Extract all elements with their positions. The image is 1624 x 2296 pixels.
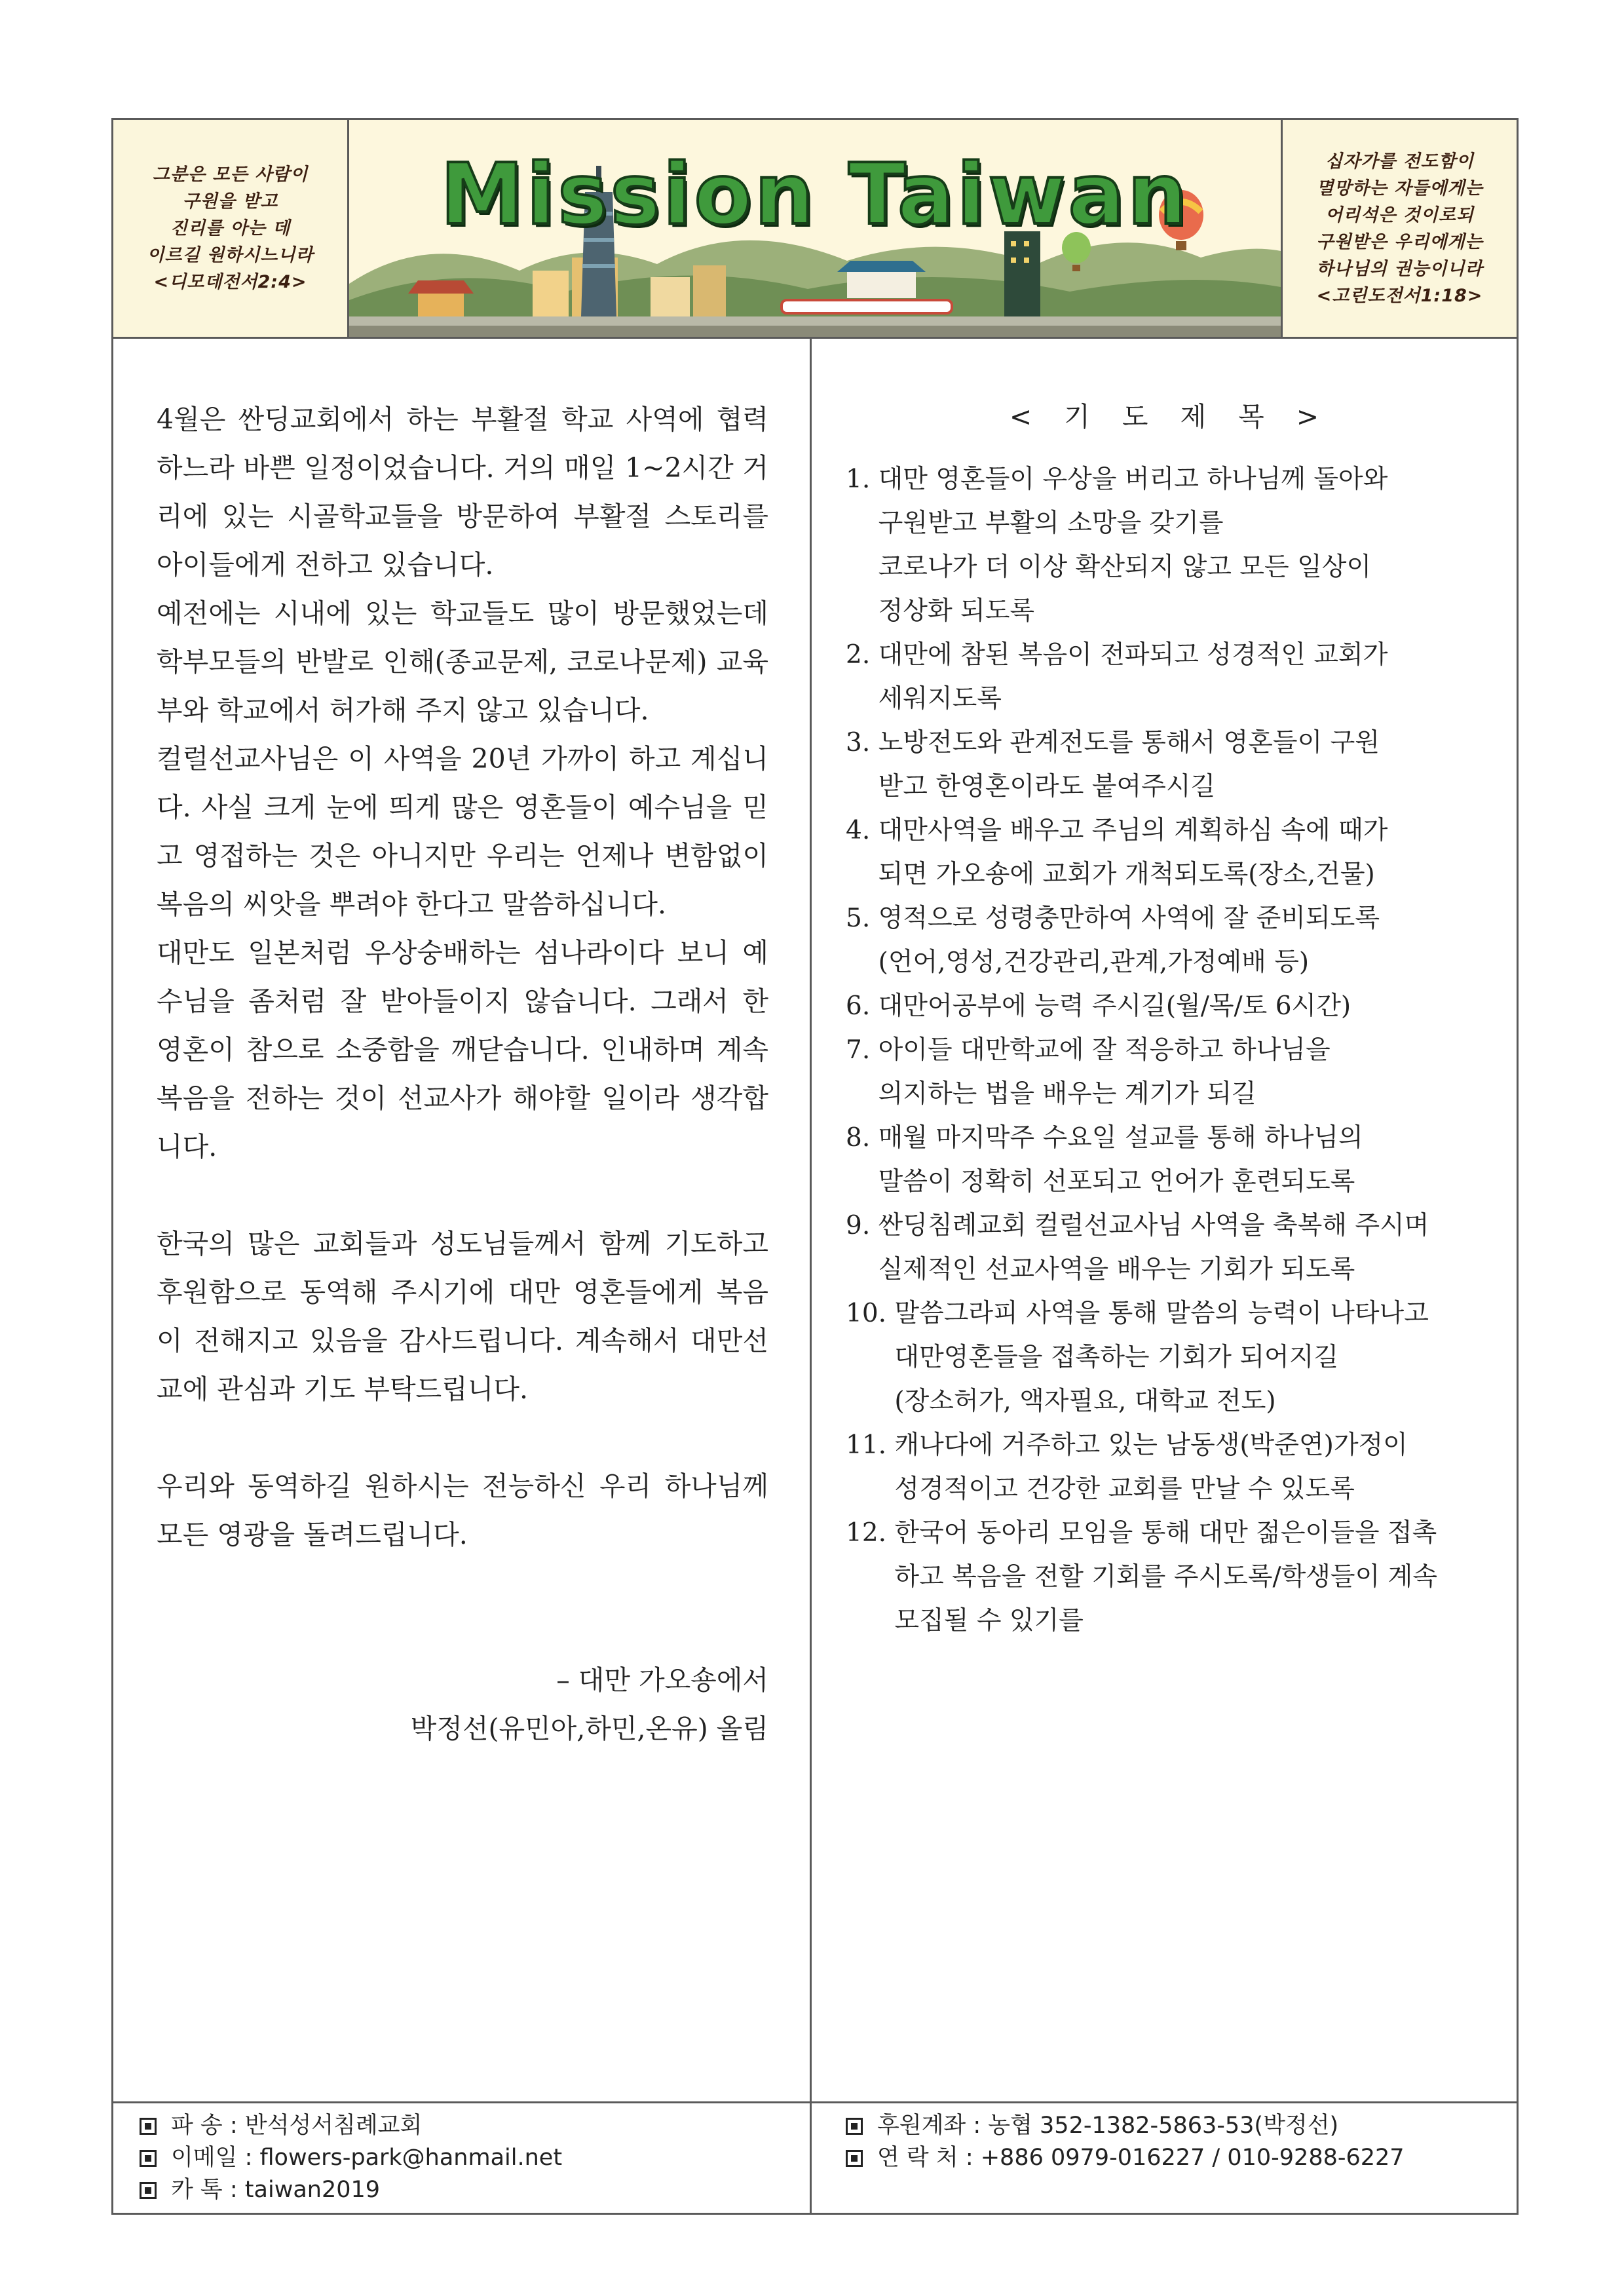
prayer-line: 모집될 수 있기를: [894, 1606, 1084, 1636]
prayer-item: [846, 896, 1494, 984]
prayer-line: 코로나가 더 이상 확산되지 않고 모든 일상이: [878, 552, 1372, 582]
prayer-line: 되면 가오숑에 교회가 개척되도록(장소,건물): [878, 860, 1375, 889]
footer-row-account: 후원계좌 : 농협 352-1382-5863-53(박정선): [846, 2110, 1405, 2142]
letter-paragraph: 컬럴선교사님은 이 사역을 20년 가까이 하고 계십니다. 사실 크게 눈에 띄게 많은 영혼들이 예수님을 믿고 영접하는 것은 아니지만 우리는 언제나 변함없이 복음의 씨앗을 뿌려야 한다고 말씀하십니다.: [157, 743, 768, 920]
footer-contact-right: [846, 2110, 1405, 2174]
column-divider: [810, 339, 812, 2105]
prayer-line: 하고 복음을 전할 기회를 주시도록/학생들이 계속: [894, 1562, 1438, 1592]
prayer-number: 12.: [846, 1518, 895, 1548]
prayer-line: 구원받고 부활의 소망을 갖기를: [878, 508, 1224, 538]
prayer-item: [846, 809, 1494, 896]
prayer-line: 싼딩침례교회 컬럴선교사님 사역을 축복해 주시며: [878, 1211, 1429, 1240]
prayer-line: 성경적이고 건강한 교회를 만날 수 있도록: [894, 1474, 1355, 1504]
prayer-line: (장소허가, 액자필요, 대학교 전도): [894, 1387, 1276, 1416]
left-verse: [147, 161, 313, 296]
footer-row-kakao: 카 톡 : taiwan2019: [140, 2174, 562, 2206]
letter-body: [157, 395, 768, 1753]
footer-label: 이메일: [171, 2145, 238, 2171]
right-verse-box: [1281, 120, 1517, 337]
prayer-number: 2.: [846, 640, 878, 670]
verse-line: 구원받은 우리에게는: [1316, 231, 1483, 252]
prayer-item: [846, 457, 1494, 633]
verse-line: 진리를 아는 데: [170, 218, 291, 239]
prayer-item: [846, 1511, 1494, 1643]
footer-row-mission: 파 송 : 반석성서침례교회: [140, 2110, 562, 2142]
letter-paragraph: 대만도 일본처럼 우상숭배하는 섬나라이다 보니 예수님을 좀처럼 잘 받아들이지 않습니다. 그래서 한 영혼이 참으로 소중함을 깨닫습니다. 인내하며 계속 복음을 전하는 것이 선교사가 해야할 일이라 생각합니다.: [157, 937, 768, 1162]
prayer-item: [846, 1116, 1494, 1204]
footer-label: 연 락 처: [877, 2145, 958, 2171]
prayer-line: 대만에 참된 복음이 전파되고 성경적인 교회가: [878, 640, 1388, 670]
footer: [113, 2101, 1517, 2213]
prayer-number: 1.: [846, 465, 878, 494]
prayer-number: 10.: [846, 1299, 895, 1328]
verse-line: 하나님의 권능이니라: [1316, 258, 1483, 279]
prayer-number: 7.: [846, 1035, 878, 1065]
letter-paragraph: 예전에는 시내에 있는 학교들도 많이 방문했었는데 학부모들의 반발로 인해(종교문제, 코로나문제) 교육부와 학교에서 허가해 주지 않고 있습니다.: [157, 598, 768, 726]
prayer-title: < 기 도 제 목 >: [1009, 401, 1331, 432]
footer-label: 후원계좌: [877, 2113, 966, 2139]
prayer-line: (언어,영성,건강관리,관계,가정예배 등): [878, 947, 1310, 977]
prayer-number: 4.: [846, 816, 878, 845]
prayer-line: 영적으로 성령충만하여 사역에 잘 준비되도록: [878, 904, 1380, 933]
sign-name: 박정선(유민아,하민,온유) 올림: [410, 1713, 768, 1744]
footer-divider: [810, 2103, 812, 2213]
footer-value: +886 0979-016227 / 010-9288-6227: [980, 2145, 1405, 2171]
square-bullet-icon: [140, 2150, 157, 2167]
sign-place: – 대만 가오숑에서: [556, 1664, 768, 1696]
left-verse-box: [113, 120, 349, 337]
square-bullet-icon: [140, 2182, 157, 2199]
verse-line: 이르길 원하시느니라: [147, 245, 314, 265]
verse-line: 그분은 모든 사람이: [152, 164, 309, 185]
prayer-number: 11.: [846, 1430, 895, 1460]
prayer-line: 대만영혼들을 접촉하는 기회가 되어지길: [894, 1343, 1339, 1372]
prayer-line: 세워지도록: [878, 684, 1002, 714]
letter-paragraph: 4월은 싼딩교회에서 하는 부활절 학교 사역에 협력하느라 바쁜 일정이었습니다. 거의 매일 1~2시간 거리에 있는 시골학교들을 방문하여 부활절 스토리를 아이들에게 전하고 있습니다.: [157, 404, 768, 581]
prayer-line: 한국어 동아리 모임을 통해 대만 젊은이들을 접촉: [894, 1518, 1437, 1548]
footer-row-email: 이메일 : flowers-park@hanmail.net: [140, 2142, 562, 2174]
prayer-line: 말씀그라피 사역을 통해 말씀의 능력이 나타나고: [894, 1299, 1429, 1328]
prayer-number: 6.: [846, 991, 878, 1021]
prayer-line: 캐나다에 거주하고 있는 남동생(박준연)가정이: [894, 1430, 1408, 1460]
prayer-line: 대만 영혼들이 우상을 버리고 하나님께 돌아와: [878, 465, 1388, 494]
letter-paragraph: 한국의 많은 교회들과 성도님들께서 함께 기도하고 후원함으로 동역해 주시기에 대만 영혼들에게 복음이 전해지고 있음을 감사드립니다. 계속해서 대만선교에 관심과 기도 부탁드립니다.: [157, 1228, 768, 1405]
prayer-line: 매월 마지막주 수요일 설교를 통해 하나님의: [878, 1123, 1363, 1153]
verse-reference: <디모데전서2:4>: [153, 272, 307, 292]
prayer-line: 노방전도와 관계전도를 통해서 영혼들이 구원: [878, 728, 1380, 757]
email-value[interactable]: flowers-park@hanmail.net: [259, 2145, 563, 2171]
footer-label: 파 송: [171, 2113, 223, 2139]
square-bullet-icon: [846, 2150, 863, 2167]
prayer-line: 아이들 대만학교에 잘 적응하고 하나님을: [878, 1035, 1331, 1065]
footer-value: taiwan2019: [244, 2177, 381, 2203]
verse-reference: <고린도전서1:18>: [1316, 285, 1483, 306]
prayer-line: 말씀이 정확히 선포되고 언어가 훈련되도록: [878, 1167, 1355, 1196]
square-bullet-icon: [846, 2118, 863, 2135]
newsletter-title: Mission Taiwan: [440, 146, 1190, 244]
newsletter-frame: [111, 118, 1519, 2215]
verse-line: 어리석은 것이로되: [1325, 204, 1475, 225]
footer-value: 반석성서침례교회: [244, 2113, 423, 2139]
prayer-line: 받고 한영혼이라도 붙여주시길: [878, 772, 1216, 801]
verse-line: 십자가를 전도함이: [1325, 151, 1475, 172]
prayer-line: 대만어공부에 능력 주시길(월/목/토 6시간): [878, 991, 1351, 1021]
prayer-item: [846, 1423, 1494, 1511]
right-verse: [1316, 148, 1482, 309]
footer-value: 농협 352-1382-5863-53(박정선): [988, 2113, 1339, 2139]
prayer-number: 5.: [846, 904, 878, 933]
prayer-line: 실제적인 선교사역을 배우는 기회가 되도록: [878, 1255, 1355, 1284]
prayer-item: [846, 984, 1494, 1028]
header: [113, 120, 1517, 339]
prayer-number: 9.: [846, 1211, 878, 1240]
prayer-line: 대만사역을 배우고 주님의 계획하심 속에 때가: [878, 816, 1388, 845]
prayer-line: 정상화 되도록: [878, 596, 1035, 626]
prayer-number: 3.: [846, 728, 878, 757]
prayer-item: [846, 1292, 1494, 1423]
banner-illustration: [349, 120, 1281, 337]
verse-line: 멸망하는 자들에게는: [1316, 178, 1483, 199]
prayer-item: [846, 633, 1494, 721]
prayer-number: 8.: [846, 1123, 878, 1153]
prayer-section: [846, 395, 1494, 1643]
prayer-item: [846, 1028, 1494, 1116]
square-bullet-icon: [140, 2118, 157, 2135]
footer-contact-left: [140, 2110, 562, 2206]
verse-line: 구원을 받고: [182, 191, 278, 212]
prayer-item: [846, 721, 1494, 809]
prayer-line: 의지하는 법을 배우는 계기가 되길: [878, 1079, 1256, 1109]
footer-label: 카 톡: [171, 2177, 223, 2203]
prayer-item: [846, 1204, 1494, 1292]
footer-row-phone: 연 락 처 : +886 0979-016227 / 010-9288-6227: [846, 2142, 1405, 2174]
prayer-list: [846, 457, 1494, 1643]
letter-paragraph: 우리와 동역하길 원하시는 전능하신 우리 하나님께 모든 영광을 돌려드립니다.: [157, 1470, 768, 1550]
